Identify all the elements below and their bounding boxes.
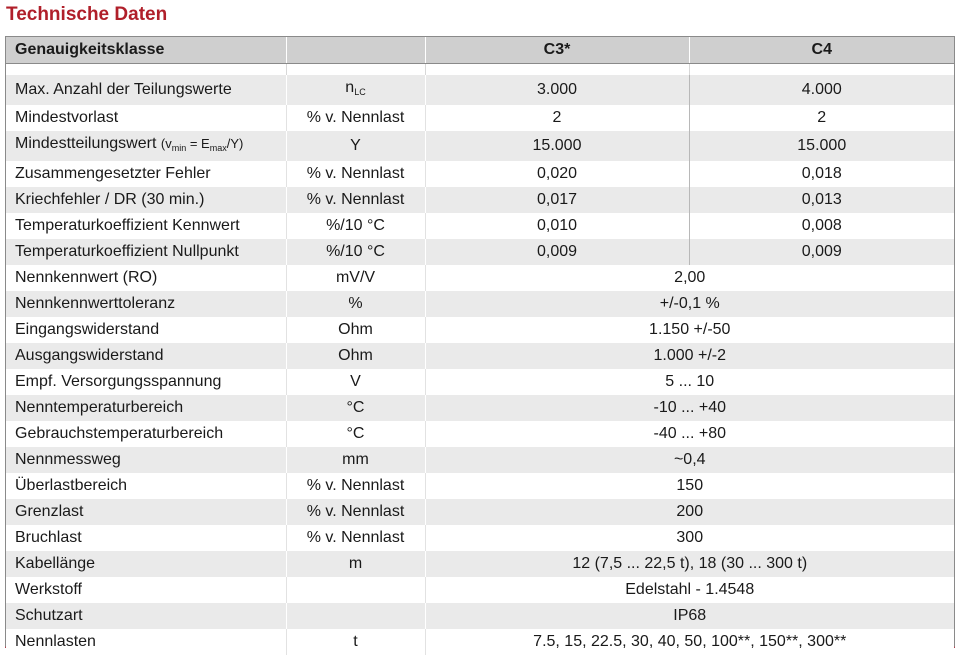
value-merged: 2,00: [425, 265, 954, 291]
value-c4: 15.000: [689, 131, 954, 161]
value-c3: 2: [425, 105, 689, 131]
param-label: Grenzlast: [6, 499, 286, 525]
value-merged: IP68: [425, 603, 954, 629]
param-label: Nennkennwerttoleranz: [6, 291, 286, 317]
table-row: [6, 473, 954, 499]
value-merged: 200: [425, 499, 954, 525]
value-c3: 15.000: [425, 131, 689, 161]
param-label: Nenntemperaturbereich: [6, 395, 286, 421]
param-label: Nennmessweg: [6, 447, 286, 473]
unit-cell: mV/V: [286, 265, 425, 291]
unit-cell: %: [286, 291, 425, 317]
unit-cell: °C: [286, 395, 425, 421]
param-label: Zusammengesetzter Fehler: [6, 161, 286, 187]
table-row: [6, 395, 954, 421]
unit-cell: t: [286, 629, 425, 655]
header-c3: C3*: [425, 37, 689, 64]
table-row: [6, 291, 954, 317]
param-label: Kriechfehler / DR (30 min.): [6, 187, 286, 213]
unit-cell: % v. Nennlast: [286, 105, 425, 131]
spec-table: [6, 37, 954, 655]
table-row: [6, 369, 954, 395]
param-label: Bruchlast: [6, 525, 286, 551]
value-merged: Edelstahl - 1.4548: [425, 577, 954, 603]
param-label: Nennkennwert (RO): [6, 265, 286, 291]
param-label: Eingangswiderstand: [6, 317, 286, 343]
table-row: [6, 551, 954, 577]
value-c4: 0,013: [689, 187, 954, 213]
value-merged: -10 ... +40: [425, 395, 954, 421]
unit-cell: %/10 °C: [286, 213, 425, 239]
value-c3: 3.000: [425, 75, 689, 105]
unit-cell: °C: [286, 421, 425, 447]
table-row: [6, 421, 954, 447]
param-label: Nennlasten: [6, 629, 286, 655]
header-c4: C4: [689, 37, 954, 64]
table-row: [6, 239, 954, 265]
table-row: [6, 213, 954, 239]
param-label: Überlastbereich: [6, 473, 286, 499]
unit-cell: % v. Nennlast: [286, 473, 425, 499]
spacer-row: [6, 64, 954, 76]
unit-cell: % v. Nennlast: [286, 525, 425, 551]
spec-table-frame: [5, 36, 955, 648]
unit-cell: V: [286, 369, 425, 395]
value-merged: 1.000 +/-2: [425, 343, 954, 369]
value-c4: 0,018: [689, 161, 954, 187]
param-label: Max. Anzahl der Teilungswerte: [6, 75, 286, 105]
table-row: [6, 75, 954, 105]
table-row: [6, 343, 954, 369]
table-row: [6, 187, 954, 213]
table-row: [6, 603, 954, 629]
table-row: [6, 577, 954, 603]
unit-cell: $n_{LC}$: [286, 75, 425, 105]
value-merged: -40 ... +80: [425, 421, 954, 447]
value-merged: 150: [425, 473, 954, 499]
param-label: Temperaturkoeffizient Nullpunkt: [6, 239, 286, 265]
value-c3: 0,010: [425, 213, 689, 239]
unit-cell: Ohm: [286, 343, 425, 369]
unit-cell: % v. Nennlast: [286, 187, 425, 213]
table-row: [6, 265, 954, 291]
param-label: Mindestvorlast: [6, 105, 286, 131]
unit-cell: [286, 603, 425, 629]
value-c4: 2: [689, 105, 954, 131]
unit-cell: [286, 577, 425, 603]
table-row: [6, 105, 954, 131]
unit-cell: mm: [286, 447, 425, 473]
value-merged: 7.5, 15, 22.5, 30, 40, 50, 100**, 150**, 300**: [425, 629, 954, 655]
param-label: Gebrauchstemperaturbereich: [6, 421, 286, 447]
header-unit: [286, 37, 425, 64]
value-merged: 12 (7,5 ... 22,5 t), 18 (30 ... 300 t): [425, 551, 954, 577]
value-merged: 5 ... 10: [425, 369, 954, 395]
value-c4: 0,008: [689, 213, 954, 239]
value-merged: ~0,4: [425, 447, 954, 473]
unit-cell: % v. Nennlast: [286, 161, 425, 187]
value-c4: 4.000: [689, 75, 954, 105]
unit-cell: % v. Nennlast: [286, 499, 425, 525]
unit-cell: Y: [286, 131, 425, 161]
value-merged: 300: [425, 525, 954, 551]
param-label: Kabellänge: [6, 551, 286, 577]
table-row: [6, 161, 954, 187]
value-c3: 0,020: [425, 161, 689, 187]
param-label: Ausgangswiderstand: [6, 343, 286, 369]
param-label: Schutzart: [6, 603, 286, 629]
table-header-row: [6, 37, 954, 64]
param-label: Temperaturkoeffizient Kennwert: [6, 213, 286, 239]
table-row: [6, 629, 954, 655]
value-merged: 1.150 +/-50: [425, 317, 954, 343]
param-label: Werkstoff: [6, 577, 286, 603]
param-label: Empf. Versorgungsspannung: [6, 369, 286, 395]
unit-cell: %/10 °C: [286, 239, 425, 265]
table-row: [6, 317, 954, 343]
value-merged: +/-0,1 %: [425, 291, 954, 317]
value-c4: 0,009: [689, 239, 954, 265]
page-title: Technische Daten: [6, 4, 168, 25]
table-row: [6, 525, 954, 551]
unit-cell: Ohm: [286, 317, 425, 343]
header-accuracy-class: Genauigkeitsklasse: [6, 37, 286, 64]
value-c3: 0,017: [425, 187, 689, 213]
value-c3: 0,009: [425, 239, 689, 265]
table-row: [6, 131, 954, 161]
param-label: Mindestteilungswert $(v_{min} = E_{max}/Y)$: [6, 131, 286, 161]
table-row: [6, 499, 954, 525]
unit-cell: m: [286, 551, 425, 577]
table-row: [6, 447, 954, 473]
